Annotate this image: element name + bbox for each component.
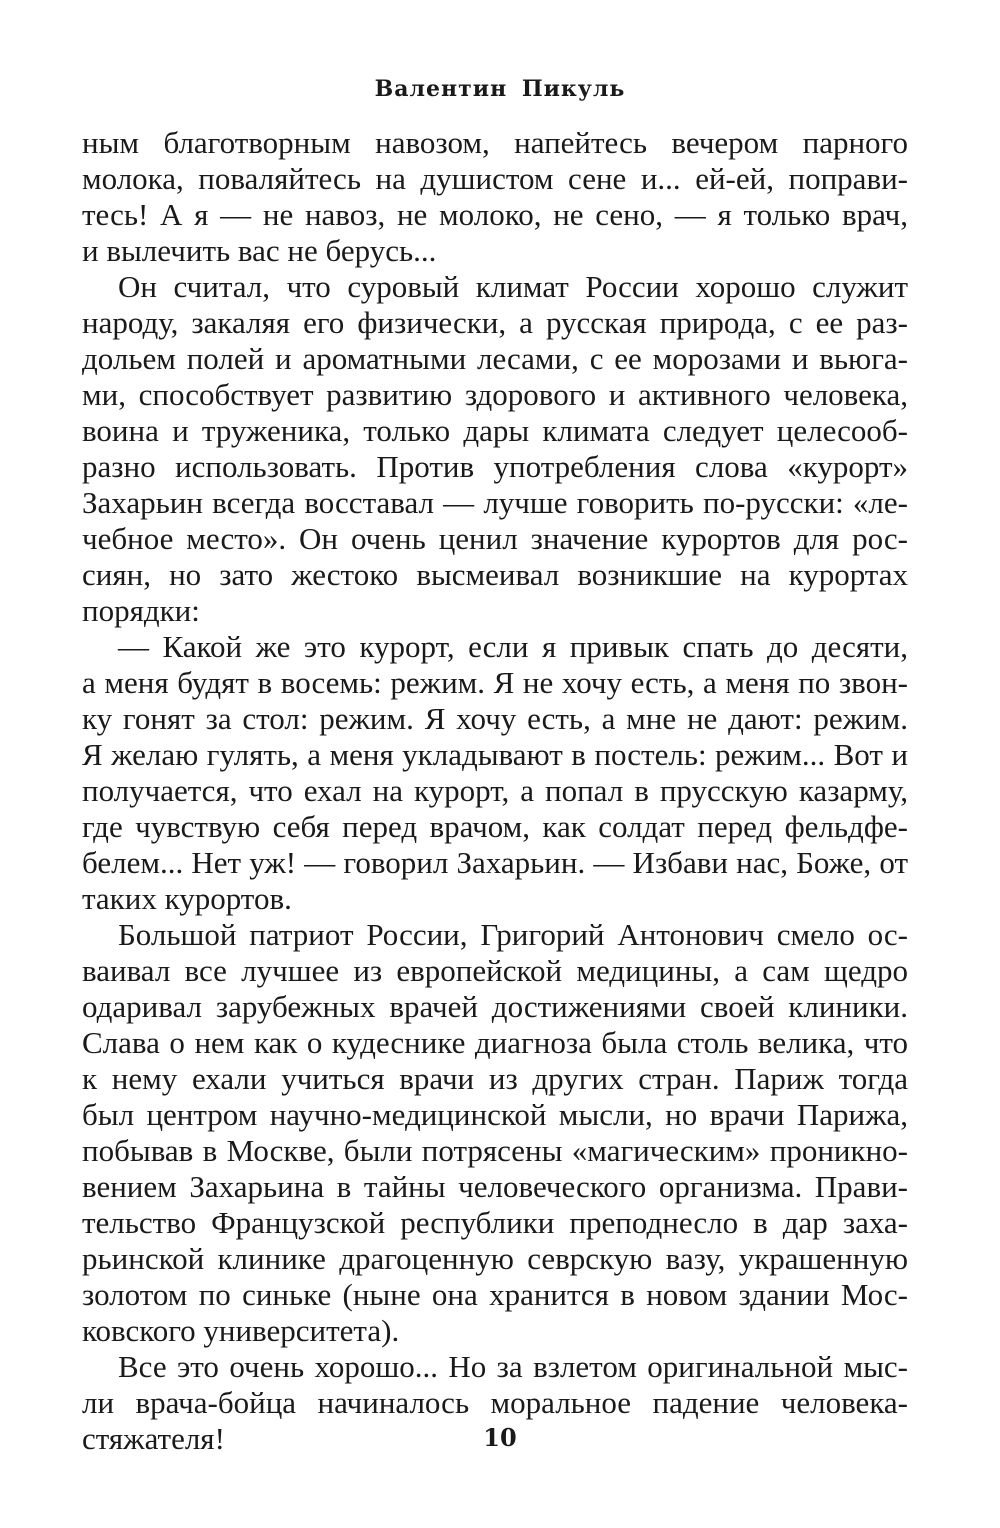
text-line: молока, поваляйтесь на душистом сене и... ей-ей, поправи- xyxy=(82,161,908,196)
text-line: Захарьин всегда восставал — лучше говорить по-русски: «ле- xyxy=(82,485,908,520)
text-line: получается, что ехал на курорт, а попал в прусскую казарму, xyxy=(82,773,908,808)
text-line: ваивал все лучшее из европейской медицины, а сам щедро xyxy=(82,953,908,988)
text-line: народу, закаляя его физически, а русская природа, с ее раз- xyxy=(82,305,908,340)
text-line: а меня будят в восемь: режим. Я не хочу есть, а меня по звон- xyxy=(82,665,908,700)
paragraph-first-line: Все это очень хорошо... Но за взлетом оригинальной мыс- xyxy=(118,1349,908,1384)
text-line: белем... Нет уж! — говорил Захарьин. — Избави нас, Боже, от xyxy=(82,845,908,880)
text-line: ным благотворным навозом, напейтесь вечером парного xyxy=(82,125,908,160)
text-line: Я желаю гулять, а меня укладывают в постель: режим... Вот и xyxy=(82,737,908,772)
text-line: тесь! А я — не навоз, не молоко, не сено, — я только врач, xyxy=(82,197,908,232)
text-line: ку гонят за стол: режим. Я хочу есть, а мне не дают: режим. xyxy=(82,701,908,736)
text-line: таких курортов. xyxy=(82,881,292,916)
paragraph-first-line: Большой патриот России, Григорий Антонович смело ос- xyxy=(118,917,908,952)
text-line: где чувствую себя перед врачом, как солдат перед фельдфе- xyxy=(82,809,908,844)
text-line: ли врача-бойца начиналось моральное падение человека- xyxy=(82,1385,908,1420)
text-line: был центром научно-медицинской мысли, но врачи Парижа, xyxy=(82,1097,908,1132)
paragraph-first-line: — Какой же это курорт, если я привык спать до десяти, xyxy=(118,629,908,664)
text-line: стяжателя! xyxy=(82,1421,225,1456)
text-line: дольем полей и ароматными лесами, с ее морозами и вьюга- xyxy=(82,341,908,376)
page-body-text xyxy=(82,125,908,1457)
text-line: порядки: xyxy=(82,593,200,628)
text-line: одаривал зарубежных врачей достижениями своей клиники. xyxy=(82,989,908,1024)
text-line: сиян, но зато жестоко высмеивал возникшие на курортах xyxy=(82,557,908,592)
text-line: чебное место». Он очень ценил значение курортов для рос- xyxy=(82,521,908,556)
text-line: вением Захарьина в тайны человеческого организма. Прави- xyxy=(82,1169,908,1204)
text-line: ми, способствует развитию здорового и активного человека, xyxy=(82,377,908,412)
text-line: Слава о нем как о кудеснике диагноза была столь велика, что xyxy=(82,1025,908,1060)
text-line: к нему ехали учиться врачи из других стран. Париж тогда xyxy=(82,1061,908,1096)
paragraph-first-line: Он считал, что суровый климат России хорошо служит xyxy=(118,269,908,304)
page-number: 10 xyxy=(483,1423,517,1452)
text-line: рьинской клинике драгоценную севрскую вазу, украшенную xyxy=(82,1241,908,1276)
text-line: ковского университета). xyxy=(82,1313,400,1348)
text-line: и вылечить вас не берусь... xyxy=(82,233,437,268)
text-line: побывав в Москве, были потрясены «магическим» проникно- xyxy=(82,1133,908,1168)
text-line: тельство Французской республики преподнесло в дар заха- xyxy=(82,1205,908,1240)
text-line: золотом по синьке (ныне она хранится в новом здании Мос- xyxy=(82,1277,908,1312)
text-line: разно использовать. Против употребления слова «курорт» xyxy=(82,449,908,484)
running-head-author: Валентин Пикуль xyxy=(374,76,626,102)
text-line: воина и труженика, только дары климата следует целесооб- xyxy=(82,413,908,448)
